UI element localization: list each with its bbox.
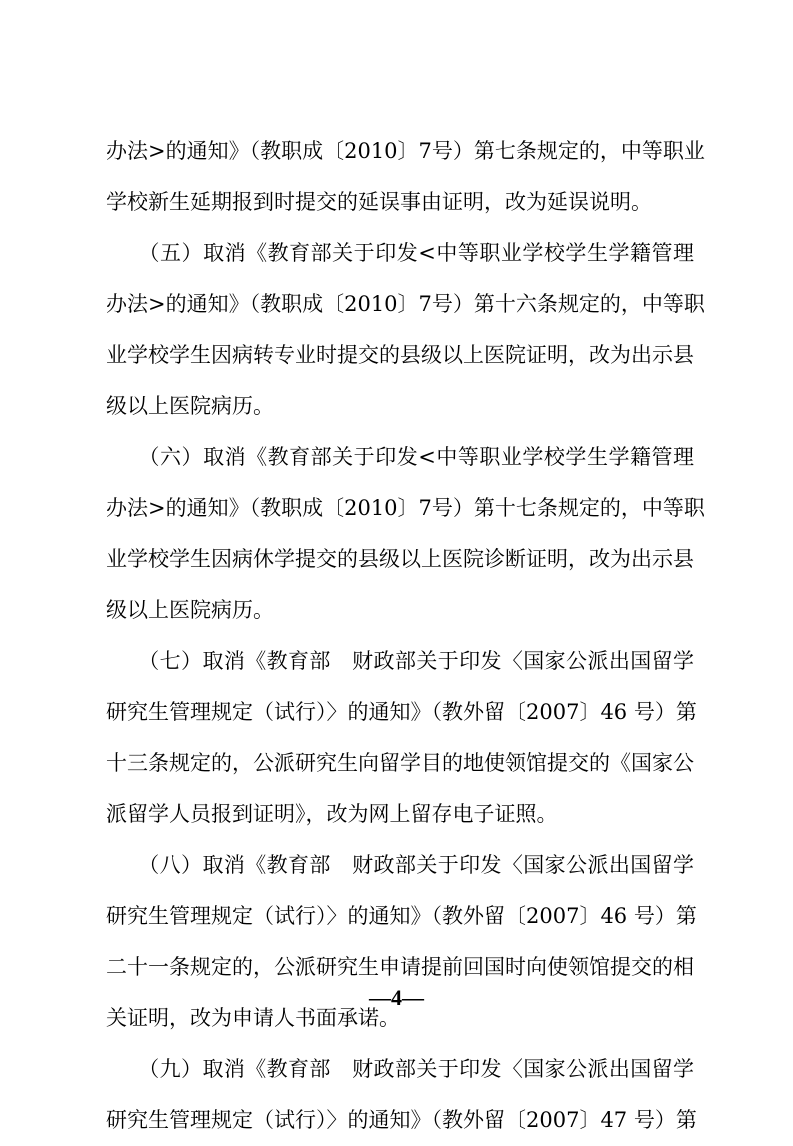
text-line: 二十一条规定的，公派研究生申请提前回国时向使领馆提交的相 [106, 955, 694, 979]
text-line: 级以上医院病历。 [106, 598, 274, 622]
text-line: 业学校学生因病转专业时提交的县级以上医院证明，改为出示县 [106, 343, 694, 367]
text-line: （八）取消《教育部 财政部关于印发〈国家公派出国留学 [106, 853, 694, 877]
text-line: 十三条规定的，公派研究生向留学目的地使领馆提交的《国家公 [106, 751, 694, 775]
text-line: 派留学人员报到证明》，改为网上留存电子证照。 [106, 802, 558, 826]
text-line: 关证明，改为申请人书面承诺。 [106, 1006, 400, 1030]
text-line: 办法>的通知》（教职成〔2010〕7号）第十七条规定的，中等职 [106, 496, 705, 520]
text-line: （六）取消《教育部关于印发<中等职业学校学生学籍管理 [106, 445, 694, 469]
text-line: （七）取消《教育部 财政部关于印发〈国家公派出国留学 [106, 649, 694, 673]
text-line: 研究生管理规定（试行）〉的通知》（教外留〔2007〕46 号）第 [106, 700, 697, 724]
text-line: 业学校学生因病休学提交的县级以上医院诊断证明，改为出示县 [106, 547, 694, 571]
text-line: 研究生管理规定（试行）〉的通知》（教外留〔2007〕47 号）第 [106, 1108, 697, 1132]
text-line: （九）取消《教育部 财政部关于印发〈国家公派出国留学 [106, 1057, 694, 1081]
text-line: 研究生管理规定（试行）〉的通知》（教外留〔2007〕46 号）第 [106, 904, 697, 928]
text-line: （五）取消《教育部关于印发<中等职业学校学生学籍管理 [106, 241, 694, 265]
text-line: 学校新生延期报到时提交的延误事由证明，改为延误说明。 [106, 190, 652, 214]
text-line: 办法>的通知》（教职成〔2010〕7号）第十六条规定的，中等职 [106, 292, 705, 316]
page-number: —4— [369, 985, 424, 1010]
text-line: 办法>的通知》（教职成〔2010〕7号）第七条规定的，中等职业 [106, 139, 705, 163]
text-line: 级以上医院病历。 [106, 394, 274, 418]
